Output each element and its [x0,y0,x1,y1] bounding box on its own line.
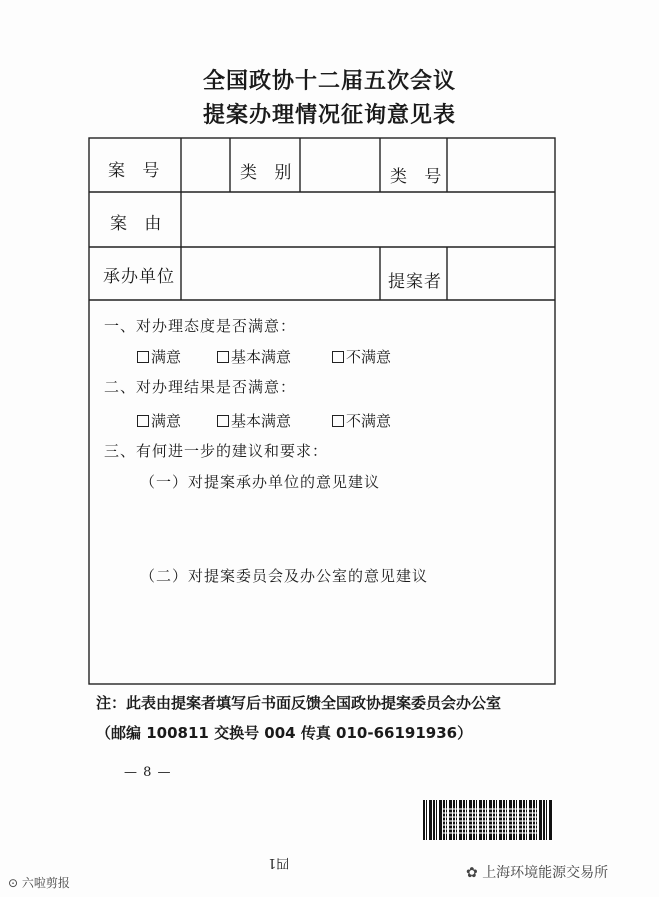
checkbox-icon[interactable] [137,415,149,427]
q2-option-basically-satisfied[interactable] [217,410,291,431]
case-number-field[interactable] [182,140,229,191]
document-title-line1: 全国政协十二届五次会议 [202,68,456,94]
suggestion-area-2[interactable] [104,590,544,678]
option-label: 不满意 [346,348,392,366]
bottom-mark: 四1 [268,855,290,870]
question-3-sub1: （一）对提案承办单位的意见建议 [140,473,381,491]
handling-unit-field[interactable] [182,249,379,299]
checkbox-icon[interactable] [217,351,229,363]
watermark-right [466,862,608,882]
proposer-field[interactable] [448,249,554,299]
question-3: 三、有何进一步的建议和要求： [104,442,329,460]
weibo-logo-icon: ⊙ [8,876,19,890]
checkbox-icon[interactable] [217,415,229,427]
option-label: 满意 [151,412,182,430]
q2-option-satisfied[interactable] [137,410,181,431]
case-number-label: 案 号 [108,161,166,181]
q1-option-satisfied[interactable] [137,346,181,367]
question-1: 一、对办理态度是否满意： [104,317,297,335]
type-number-label: 类 号 [390,167,448,187]
watermark-left-text: 六啦剪报 [21,876,70,890]
option-label: 基本满意 [231,348,292,366]
footer-note-line1: 注：此表由提案者填写后书面反馈全国政协提案委员会办公室 [96,694,502,712]
category-field[interactable] [301,140,379,191]
checkbox-icon[interactable] [137,351,149,363]
watermark-right-text: 上海环境能源交易所 [482,865,609,881]
watermark-left [8,874,70,891]
option-label: 基本满意 [231,412,292,430]
suggestion-area-1[interactable] [104,495,544,555]
q1-option-basically-satisfied[interactable] [217,346,291,367]
question-3-sub2: （二）对提案委员会及办公室的意见建议 [140,567,429,585]
case-reason-label: 案 由 [110,214,168,234]
option-label: 满意 [151,348,182,366]
wechat-logo-icon: ✿ [466,865,478,881]
category-label: 类 别 [240,163,298,183]
q2-option-not-satisfied[interactable] [332,410,391,431]
checkbox-icon[interactable] [332,415,344,427]
proposer-label: 提案者 [388,272,442,292]
case-reason-field[interactable] [182,194,554,246]
q1-option-not-satisfied[interactable] [332,346,391,367]
handling-unit-label: 承办单位 [103,267,175,287]
checkbox-icon[interactable] [332,351,344,363]
option-label: 不满意 [346,412,392,430]
document-title-line2: 提案办理情况征询意见表 [202,102,456,128]
question-2: 二、对办理结果是否满意： [104,378,297,396]
barcode-image [423,800,553,840]
footer-note-line2: （邮编 100811 交换号 004 传真 010-66191936） [96,724,473,742]
type-number-field[interactable] [448,140,554,191]
page-number: — 8 — [124,765,172,780]
